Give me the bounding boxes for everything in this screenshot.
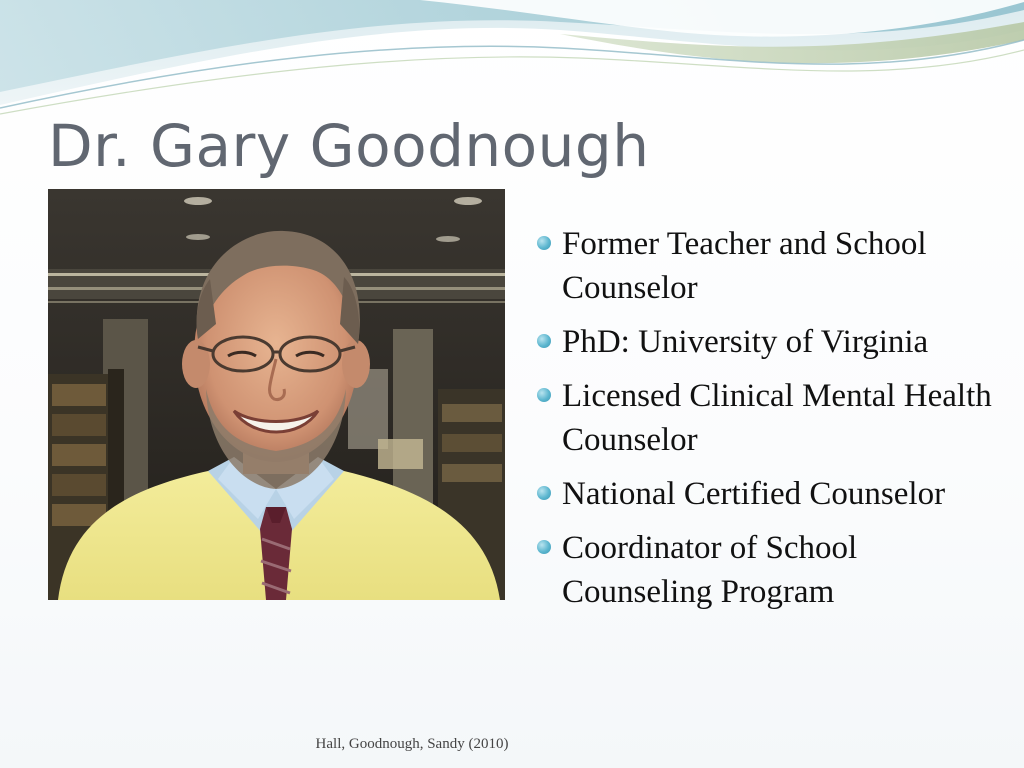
bullet-item (536, 526, 1006, 614)
portrait-photo (48, 189, 505, 600)
bullet-text: PhD: University of Virginia (562, 324, 929, 360)
bullet-dot-icon (537, 486, 551, 500)
bullet-dot-icon (537, 388, 551, 402)
bullet-item (536, 374, 1006, 462)
citation-footer: Hall, Goodnough, Sandy (2010) (315, 736, 509, 752)
bullet-dot-icon (537, 236, 551, 250)
bullet-list (536, 222, 1006, 624)
bullet-item (536, 320, 1006, 364)
bullet-dot-icon (537, 540, 551, 554)
bullet-item (536, 222, 1006, 310)
slide-title: Dr. Gary Goodnough (48, 112, 650, 180)
bullet-text: Former Teacher and School Counselor (562, 226, 927, 306)
bullet-item (536, 472, 1006, 516)
bullet-text: National Certified Counselor (562, 476, 946, 512)
bullet-text: Coordinator of School Counseling Program (562, 530, 858, 610)
bullet-text: Licensed Clinical Mental Health Counselor (562, 378, 992, 458)
bullet-dot-icon (537, 334, 551, 348)
